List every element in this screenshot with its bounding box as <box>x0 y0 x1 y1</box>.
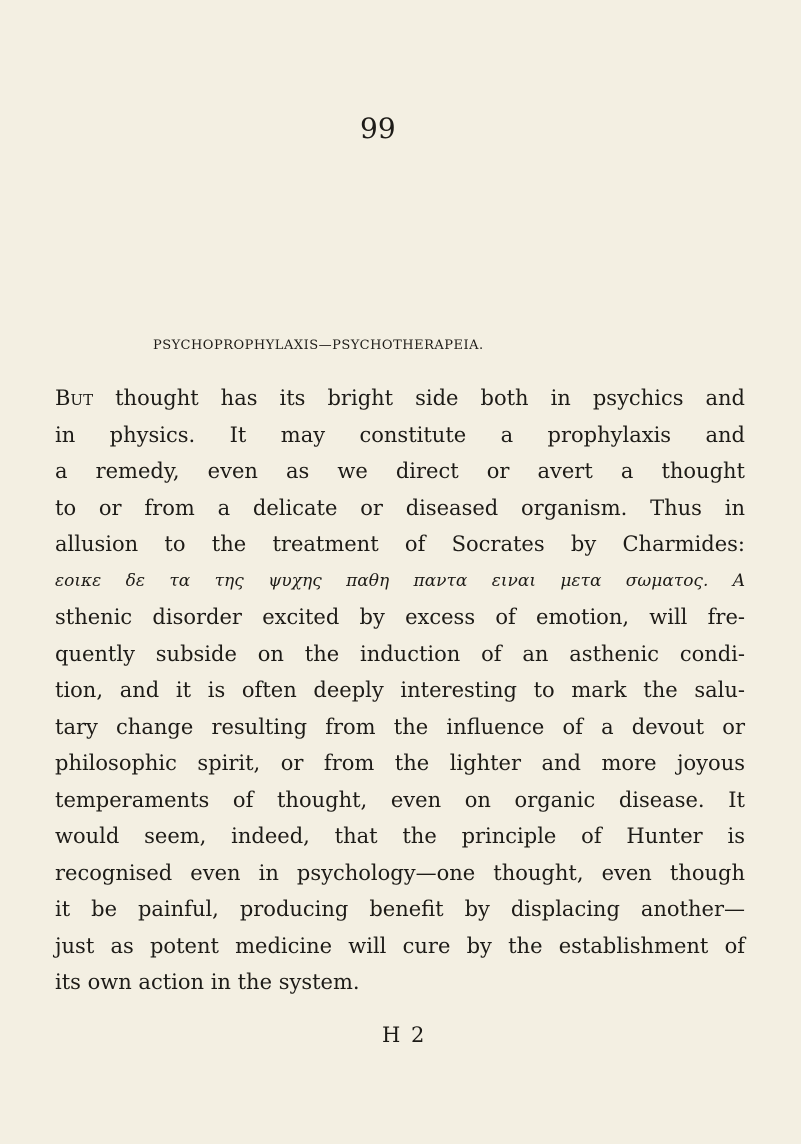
line-text: thought has its bright side both in psychics and <box>93 386 745 410</box>
greek-quotation-line: εοικε δε τα της ψυχης παθη παντα ειναι μετα σωματος. A <box>55 570 745 591</box>
paragraph-line: to or from a delicate or diseased organism. Thus in <box>55 495 745 520</box>
page-number: 99 <box>360 112 396 145</box>
paragraph-line: temperaments of thought, even on organic disease. It <box>55 787 745 812</box>
paragraph-line: allusion to the treatment of Socrates by Charmides: <box>55 532 745 556</box>
paragraph-line: sthenic disorder excited by excess of emotion, will fre- <box>55 605 745 629</box>
paragraph-line: tion, and it is often deeply interesting to mark the salu- <box>55 678 745 702</box>
opening-word: But <box>55 386 94 410</box>
paragraph-line: just as potent medicine will cure by the establishment of <box>55 933 745 958</box>
paragraph-line: philosophic spirit, or from the lighter and more joyous <box>55 751 745 775</box>
paragraph-line: in physics. It may constitute a prophylaxis and <box>55 422 745 447</box>
paragraph-line: tary change resulting from the influence of a devout or <box>55 714 745 739</box>
paragraph-line: would seem, indeed, that the principle of Hunter is <box>55 824 745 848</box>
running-head: PSYCHOPROPHYLAXIS—PSYCHOTHERAPEIA. <box>153 338 484 353</box>
paragraph-line: it be painful, producing benefit by displacing another— <box>55 897 745 921</box>
paragraph-line: recognised even in psychology—one thought, even though <box>55 860 745 885</box>
body-paragraph <box>55 380 745 1001</box>
signature-mark: H 2 <box>382 1023 427 1047</box>
paragraph-line: a remedy, even as we direct or avert a thought <box>55 459 745 483</box>
paragraph-line: quently subside on the induction of an asthenic condi- <box>55 641 745 666</box>
paragraph-line: its own action in the system. <box>55 970 360 994</box>
paragraph-line <box>55 380 745 417</box>
